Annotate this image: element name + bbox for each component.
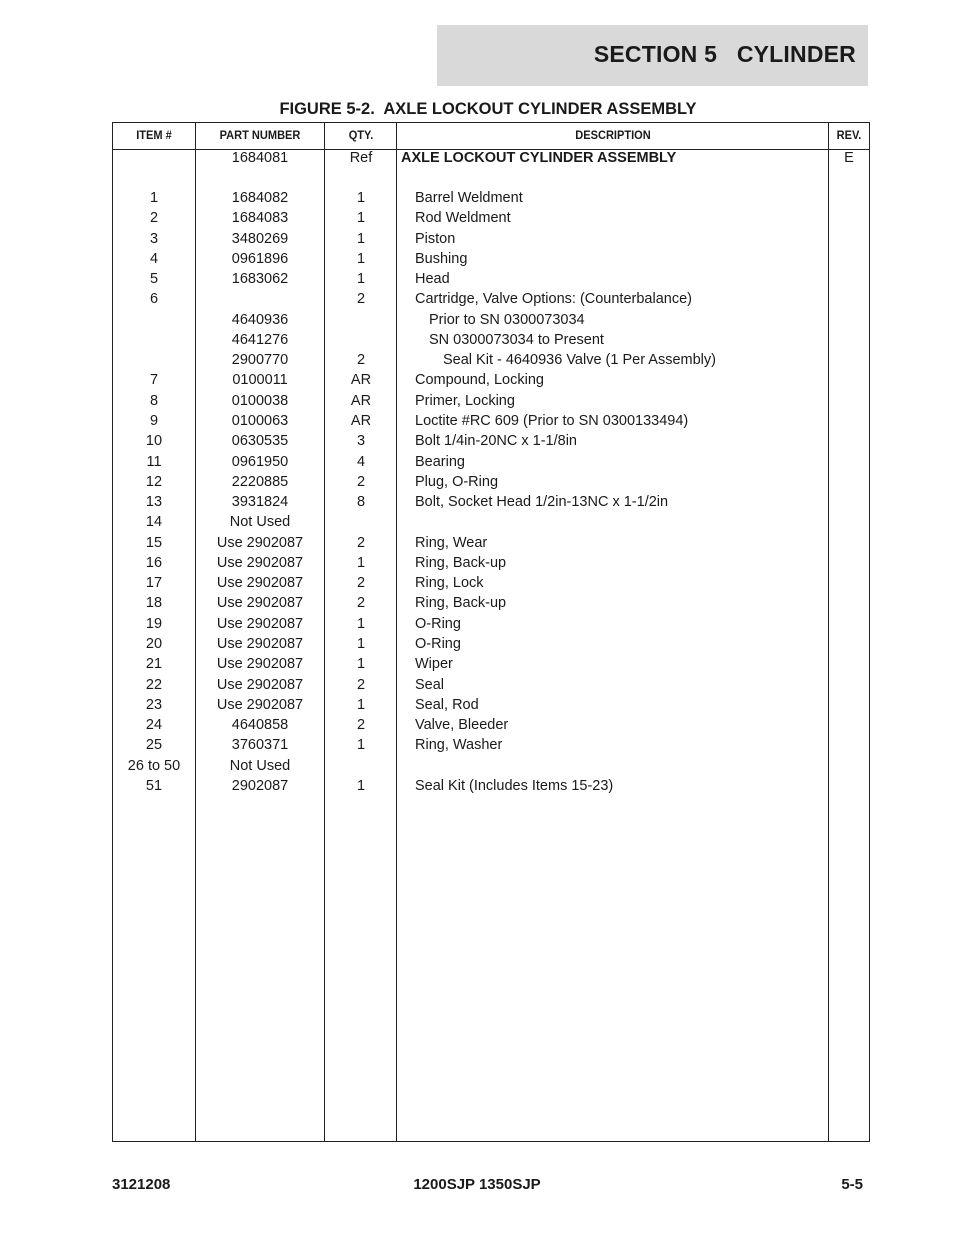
qty-cell: 2 bbox=[356, 595, 366, 612]
description-cell: Rod Weldment bbox=[415, 210, 511, 227]
column-header-qty: QTY. bbox=[348, 128, 374, 142]
table-row bbox=[113, 289, 869, 309]
item-cell: 19 bbox=[145, 615, 163, 632]
qty-cell: 1 bbox=[356, 656, 366, 673]
description-cell: Head bbox=[415, 271, 450, 288]
table-row bbox=[113, 614, 869, 634]
part-number-cell: Use 2902087 bbox=[216, 595, 304, 612]
part-number-cell: Use 2902087 bbox=[216, 696, 304, 713]
item-cell: 1 bbox=[149, 190, 159, 206]
qty-cell: 4 bbox=[356, 453, 366, 470]
table-row bbox=[113, 695, 869, 715]
description-cell: Ring, Back-up bbox=[415, 595, 507, 612]
parts-table bbox=[112, 122, 870, 1142]
table-row bbox=[113, 452, 869, 472]
rev-cell: E bbox=[844, 150, 854, 166]
figure-title: FIGURE 5-2. AXLE LOCKOUT CYLINDER ASSEMBLY bbox=[279, 100, 697, 118]
table-row bbox=[113, 573, 869, 593]
qty-cell: 1 bbox=[356, 615, 366, 632]
item-cell: 14 bbox=[145, 514, 163, 531]
column-header-rev: REV. bbox=[836, 128, 862, 142]
part-number-cell: Use 2902087 bbox=[216, 575, 304, 592]
table-row bbox=[113, 330, 869, 350]
part-number-cell: 1683062 bbox=[231, 271, 289, 288]
part-number-cell: 3931824 bbox=[231, 494, 289, 511]
description-cell: Bolt 1/4in-20NC x 1-1/8in bbox=[415, 433, 577, 450]
item-cell: 2 bbox=[149, 210, 159, 227]
section-title: SECTION 5 CYLINDER bbox=[593, 41, 856, 67]
description-cell: Wiper bbox=[415, 656, 453, 673]
item-cell: 51 bbox=[145, 777, 163, 794]
table-row bbox=[113, 776, 869, 796]
qty-cell: 1 bbox=[356, 635, 366, 652]
qty-cell: 2 bbox=[356, 717, 366, 733]
description-cell: Primer, Locking bbox=[415, 392, 515, 409]
table-row bbox=[113, 391, 869, 411]
item-cell: 24 bbox=[145, 717, 163, 733]
part-number-cell: Use 2902087 bbox=[216, 615, 304, 632]
qty-cell: 1 bbox=[356, 554, 366, 571]
part-number-cell: 3480269 bbox=[231, 230, 289, 247]
qty-cell: AR bbox=[350, 413, 372, 429]
item-cell: 25 bbox=[145, 737, 163, 754]
description-cell: Loctite #RC 609 (Prior to SN 0300133494) bbox=[415, 413, 689, 429]
item-cell: 20 bbox=[145, 635, 163, 652]
qty-cell: 1 bbox=[356, 210, 366, 227]
qty-cell: 8 bbox=[356, 494, 366, 511]
description-cell: Ring, Wear bbox=[415, 534, 488, 551]
item-cell: 18 bbox=[145, 595, 163, 612]
description-cell: Seal, Rod bbox=[415, 696, 479, 713]
item-cell: 5 bbox=[149, 271, 159, 288]
table-row bbox=[113, 208, 869, 228]
qty-cell: 2 bbox=[356, 676, 366, 693]
description-cell: Prior to SN 0300073034 bbox=[429, 311, 585, 328]
part-number-cell: 2902087 bbox=[231, 777, 289, 794]
description-cell: Ring, Back-up bbox=[415, 554, 507, 571]
item-cell: 16 bbox=[145, 554, 163, 571]
table-row bbox=[113, 269, 869, 289]
item-cell: 22 bbox=[145, 676, 163, 693]
description-cell: Cartridge, Valve Options: (Counterbalance) bbox=[415, 291, 692, 308]
item-cell: 21 bbox=[145, 656, 163, 673]
description-cell: Seal bbox=[415, 676, 445, 693]
part-number-cell: Not Used bbox=[229, 757, 291, 774]
part-number-cell: 0100063 bbox=[231, 413, 289, 429]
item-cell: 8 bbox=[149, 392, 159, 409]
table-row bbox=[113, 188, 869, 208]
description-cell: Barrel Weldment bbox=[415, 190, 523, 206]
table-row bbox=[113, 634, 869, 654]
part-number-cell: 0100011 bbox=[232, 372, 288, 389]
item-cell: 3 bbox=[149, 230, 159, 247]
item-cell: 11 bbox=[146, 453, 162, 470]
description-cell: Seal Kit - 4640936 Valve (1 Per Assembly) bbox=[443, 352, 716, 369]
part-number-cell: Use 2902087 bbox=[216, 676, 304, 693]
item-cell: 4 bbox=[149, 250, 159, 267]
table-row bbox=[113, 756, 869, 776]
item-cell: 17 bbox=[145, 575, 163, 592]
table-row bbox=[113, 675, 869, 695]
table-row bbox=[113, 735, 869, 755]
table-row bbox=[113, 370, 869, 390]
description-cell: Compound, Locking bbox=[415, 372, 544, 389]
part-number-cell: Not Used bbox=[229, 514, 291, 531]
description-cell: Bearing bbox=[415, 453, 465, 470]
table-row bbox=[113, 553, 869, 573]
description-cell: Bushing bbox=[415, 250, 468, 267]
part-number-cell: Use 2902087 bbox=[216, 554, 304, 571]
description-cell: Ring, Washer bbox=[415, 737, 503, 754]
table-row bbox=[113, 533, 869, 553]
description-cell: Ring, Lock bbox=[415, 575, 484, 592]
table-row bbox=[113, 472, 869, 492]
item-cell: 26 to 50 bbox=[127, 757, 181, 774]
footer-models: 1200SJP 1350SJP bbox=[413, 1176, 541, 1193]
qty-cell: 1 bbox=[356, 777, 366, 794]
table-row bbox=[113, 593, 869, 613]
description-cell: O-Ring bbox=[415, 635, 461, 652]
column-header-description: DESCRIPTION bbox=[575, 128, 651, 142]
part-number-cell: 1684083 bbox=[231, 210, 289, 227]
part-number-cell: 1684082 bbox=[231, 190, 289, 206]
qty-cell: 2 bbox=[356, 534, 366, 551]
part-number-cell: 0961896 bbox=[231, 250, 289, 267]
table-row bbox=[113, 411, 869, 431]
description-cell: AXLE LOCKOUT CYLINDER ASSEMBLY bbox=[401, 150, 677, 166]
table-row bbox=[113, 249, 869, 269]
table-row bbox=[113, 310, 869, 330]
qty-cell: AR bbox=[350, 392, 372, 409]
table-row bbox=[113, 148, 869, 168]
part-number-cell: 4640858 bbox=[231, 717, 289, 733]
qty-cell: 2 bbox=[356, 352, 366, 369]
part-number-cell: 0961950 bbox=[231, 453, 289, 470]
part-number-cell: 2220885 bbox=[231, 473, 289, 490]
qty-cell: 2 bbox=[356, 291, 366, 308]
part-number-cell: Use 2902087 bbox=[216, 656, 304, 673]
qty-cell: AR bbox=[350, 372, 372, 389]
qty-cell: 1 bbox=[356, 737, 366, 754]
footer-doc-number: 3121208 bbox=[112, 1176, 171, 1193]
item-cell: 13 bbox=[145, 494, 163, 511]
qty-cell: 2 bbox=[356, 575, 366, 592]
section-banner bbox=[437, 25, 868, 86]
description-cell: SN 0300073034 to Present bbox=[429, 331, 604, 348]
qty-cell: Ref bbox=[349, 150, 373, 166]
item-cell: 9 bbox=[149, 413, 159, 429]
item-cell: 15 bbox=[145, 534, 163, 551]
item-cell: 7 bbox=[149, 372, 159, 389]
table-row bbox=[113, 654, 869, 674]
footer-page-number: 5-5 bbox=[841, 1176, 863, 1193]
part-number-cell: Use 2902087 bbox=[216, 534, 304, 551]
description-cell: Bolt, Socket Head 1/2in-13NC x 1-1/2in bbox=[415, 494, 669, 511]
part-number-cell: Use 2902087 bbox=[216, 635, 304, 652]
part-number-cell: 0630535 bbox=[231, 433, 289, 450]
table-row bbox=[113, 715, 869, 735]
column-header-item: ITEM # bbox=[136, 128, 172, 142]
table-row bbox=[113, 431, 869, 451]
item-cell: 12 bbox=[145, 473, 163, 490]
column-header-part-number: PART NUMBER bbox=[219, 128, 301, 142]
description-cell: Piston bbox=[415, 230, 456, 247]
description-cell: Plug, O-Ring bbox=[415, 473, 499, 490]
part-number-cell: 3760371 bbox=[231, 737, 289, 754]
qty-cell: 1 bbox=[356, 250, 366, 267]
part-number-cell: 2900770 bbox=[231, 352, 289, 369]
part-number-cell: 0100038 bbox=[231, 392, 289, 409]
table-row bbox=[113, 229, 869, 249]
description-cell: Valve, Bleeder bbox=[415, 717, 509, 733]
item-cell: 23 bbox=[145, 696, 163, 713]
description-cell: Seal Kit (Includes Items 15-23) bbox=[415, 777, 614, 794]
qty-cell: 2 bbox=[356, 473, 366, 490]
table-row bbox=[113, 492, 869, 512]
part-number-cell: 1684081 bbox=[231, 150, 289, 166]
item-cell: 6 bbox=[149, 291, 159, 308]
part-number-cell: 4641276 bbox=[231, 331, 289, 348]
table-row bbox=[113, 350, 869, 370]
table-row bbox=[113, 512, 869, 532]
part-number-cell: 4640936 bbox=[231, 311, 289, 328]
qty-cell: 1 bbox=[356, 696, 366, 713]
qty-cell: 1 bbox=[356, 271, 366, 288]
item-cell: 10 bbox=[145, 433, 163, 450]
description-cell: O-Ring bbox=[415, 615, 461, 632]
qty-cell: 1 bbox=[356, 230, 366, 247]
qty-cell: 1 bbox=[356, 190, 366, 206]
qty-cell: 3 bbox=[356, 433, 366, 450]
